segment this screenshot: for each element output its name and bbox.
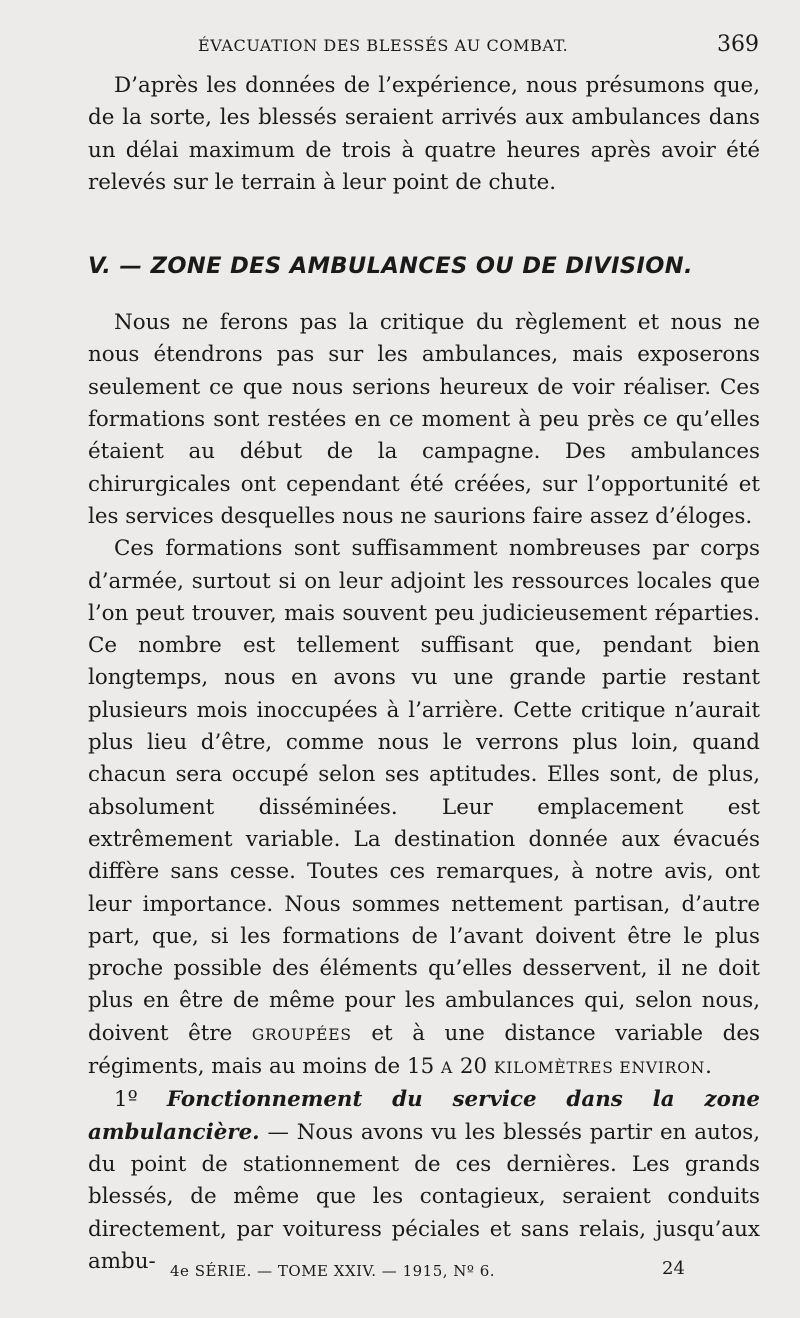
page-body	[88, 70, 760, 1278]
page-header	[0, 28, 800, 62]
paragraph-2: Nous ne ferons pas la critique du règlement et nous ne nous étendrons pas sur les ambulances, mais exposerons seulement ce que nous serions heureux de voir réaliser. Ces formations sont restées en ce moment à peu près ce qu’elles étaient au début de la campagne. Des ambulances chirurgicales ont cependant été créées, sur l’opportunité et les services desquelles nous ne saurions faire assez d’éloges.	[88, 310, 760, 529]
paragraph-4	[88, 1084, 760, 1278]
paragraph-3-mid: et à une distance variable des régiments, mais au moins de 15	[88, 1020, 760, 1080]
paragraph-4-text: — Nous avons vu les blessés partir en autos, du point de stationnement de ces dernières. Les grands blessés, de même que les contagieux, seraient conduits directement, par voituress péciales et sans relais, jusqu’aux ambu-	[88, 1119, 760, 1274]
page-footer	[0, 1258, 800, 1286]
footer-series: 4e SÉRIE. — TOME XXIV. — 1915, Nº 6.	[170, 1262, 496, 1280]
page-number: 369	[717, 32, 759, 57]
paragraph-4-heading: Fonctionnement du service dans la zone ambulancière.	[88, 1087, 760, 1145]
paragraph-3	[88, 533, 760, 1084]
small-caps-groupees: GROUPÉES	[251, 1025, 352, 1044]
paragraph-4-number: 1º	[114, 1087, 138, 1113]
paragraph-3-mid-2: 20	[453, 1054, 494, 1080]
paragraph-3-main: Ces formations sont suffisamment nombreuses par corps d’armée, surtout si on leur adjoint les ressources locales que l’on peut trouver, mais souvent peu judicieusement réparties. Ce nombre est tellement suffisant que, pendant bien longtemps, nous en avons vu une grande partie restant plusieurs mois inoccupées à l’arrière. Cette critique n’aurait plus lieu d’être, comme nous le verrons plus loin, quand chacun sera occupé selon ses aptitudes. Elles sont, de plus, absolument disséminées. Leur emplacement est extrêmement variable. La destination donnée aux évacués diffère sans cesse. Toutes ces remarques, à notre avis, ont leur importance. Nous sommes nettement partisan, d’autre part, que, si les formations de l’avant doivent être le plus proche possible des éléments qu’elles desservent, il ne doit plus en être de même pour les ambulances qui, selon nous, doivent être	[88, 536, 760, 1046]
running-title: ÉVACUATION DES BLESSÉS AU COMBAT.	[198, 36, 569, 55]
paragraph-1: D’après les données de l’expérience, nous présumons que, de la sorte, les blessés seraient arrivés aux ambulances dans un délai maximum de trois à quatre heures après avoir été relevés sur le terrain à leur point de chute.	[88, 73, 760, 195]
small-caps-kilometres: KILOMÈTRES ENVIRON	[493, 1059, 706, 1078]
small-caps-a: A	[441, 1059, 454, 1078]
section-heading: V. — ZONE DES AMBULANCES OU DE DIVISION.	[88, 253, 693, 280]
paragraph-3-end: .	[705, 1054, 712, 1080]
footer-signature: 24	[662, 1258, 685, 1279]
